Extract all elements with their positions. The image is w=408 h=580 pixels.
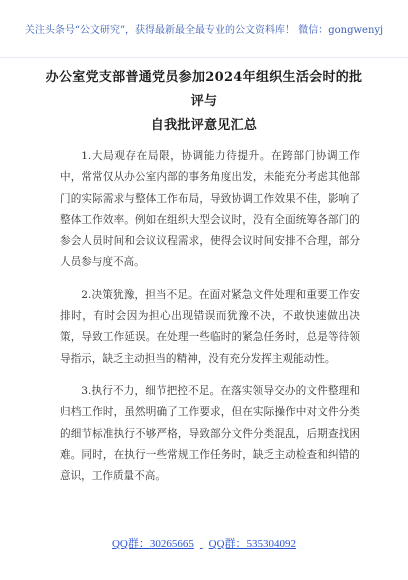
document-title xyxy=(40,66,368,138)
title-line-1: 办公室党支部普通党员参加2024年组织生活会时的批评与 xyxy=(45,70,363,109)
banner-text: 关注头条号“公文研究”，获得最新最全最专业的公文资料库！ 微信：gongwenyj xyxy=(24,25,384,36)
header-banner xyxy=(0,0,408,58)
title-line-2: 自我批评意见汇总 xyxy=(150,118,258,133)
qq-group-1[interactable]: QQ群：30265665 xyxy=(111,538,194,550)
footer-contact xyxy=(0,535,408,551)
paragraph: 2.决策犹豫，担当不足。在面对紧急文件处理和重要工作安排时，有时会因为担心出现错误而犹豫不决，不敢快速做出决策，导致工作延误。在处理一些临时的紧急任务时，总是等待领导指示，缺乏主动担当的精神，没有充分发挥主观能动性。 xyxy=(60,288,360,365)
document-body xyxy=(60,146,360,498)
qq-group-2[interactable]: QQ群：535304092 xyxy=(208,538,297,550)
paragraph: 1.大局观存在局限，协调能力待提升。在跨部门协调工作中，常常仅从办公室内部的事务角度出发，未能充分考虑其他部门的实际需求与整体工作布局，导致协调工作效果不佳，影响了整体工作效率。例如在组织大型会议时，没有全面统筹各部门的参会人员时间和会议议程需求，使得会议时间安排不合理，部分人员参与度不高。 xyxy=(60,150,360,269)
paragraph: 3.执行不力，细节把控不足。在落实领导交办的文件整理和归档工作时，虽然明确了工作要求，但在实际操作中对文件分类的细节标准执行不够严格，导致部分文件分类混乱，后期查找困难。同时，在执行一些常规工作任务时，缺乏主动检查和纠错的意识，工作质量不高。 xyxy=(60,384,360,483)
